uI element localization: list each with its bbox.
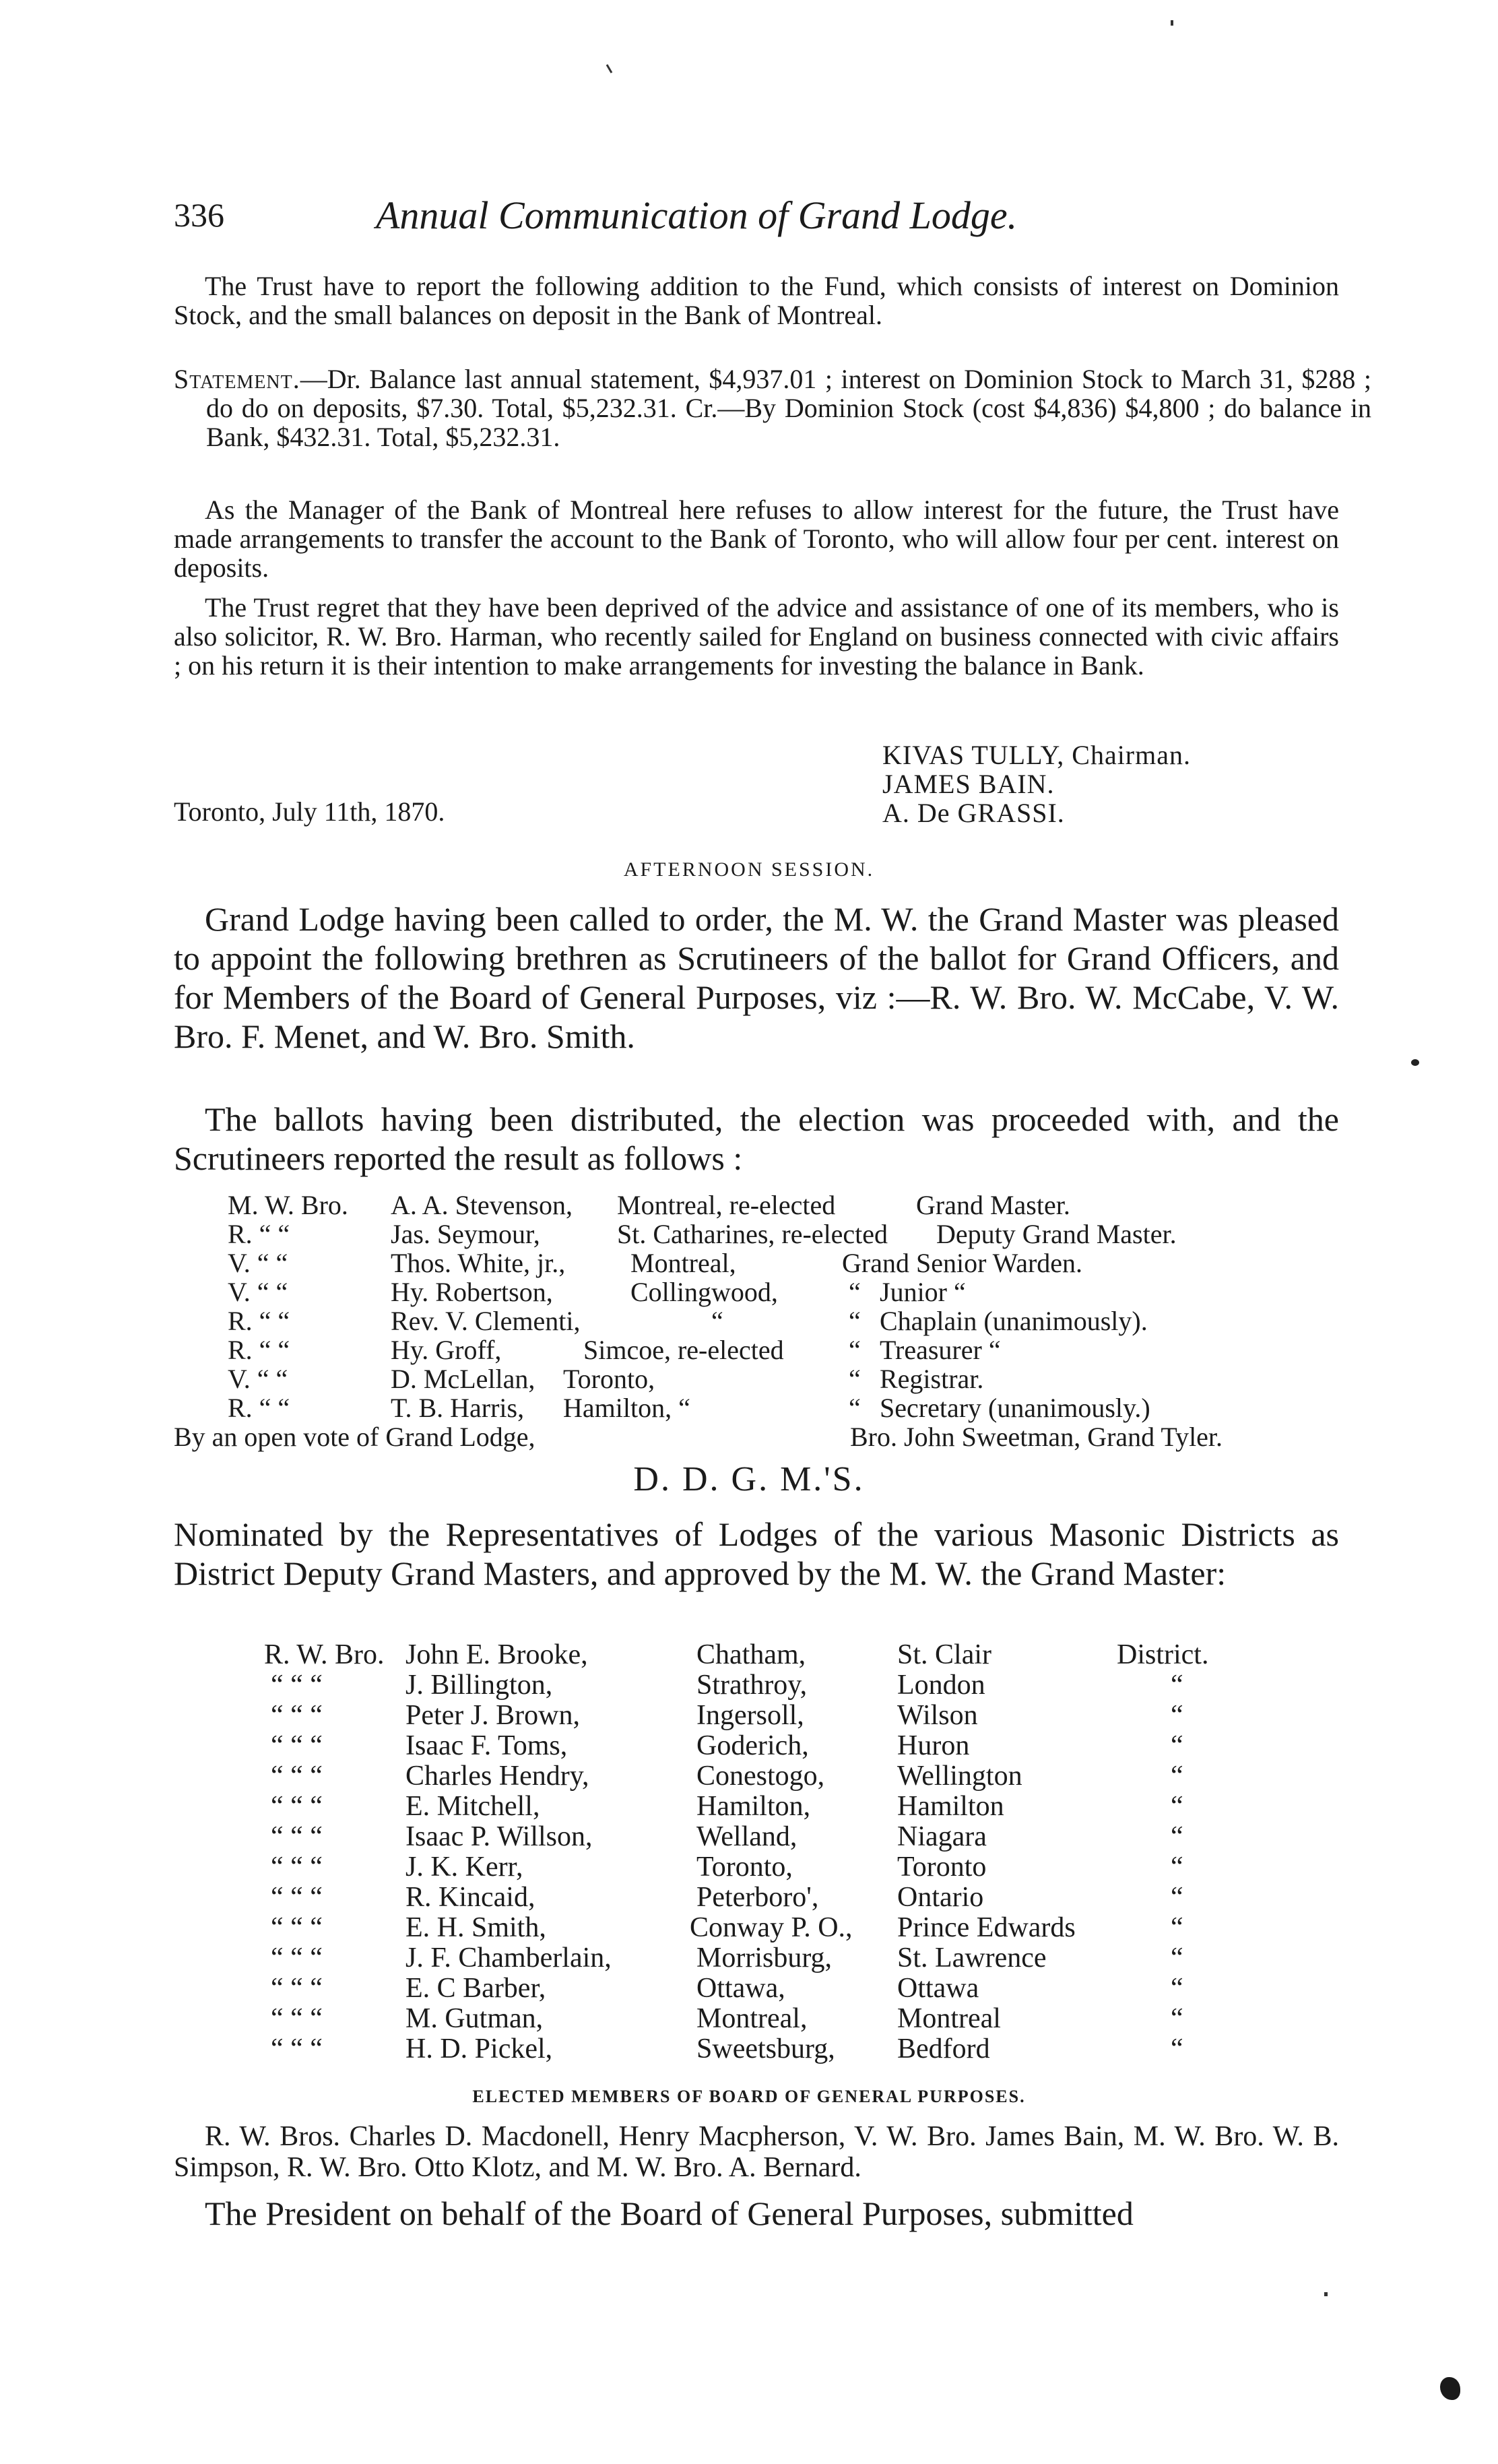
ddgm-suffix: “ — [1171, 1670, 1183, 1701]
ddgm-town: Conestogo, — [696, 1761, 825, 1792]
ddgm-suffix: “ — [1171, 1791, 1183, 1822]
ddgm-district: Wilson — [897, 1700, 978, 1731]
election-place: “ — [711, 1306, 723, 1336]
statement-label: Statement. — [174, 364, 300, 394]
election-office: Treasurer “ — [880, 1335, 1001, 1365]
election-office: Grand Senior Warden. — [842, 1248, 1083, 1278]
ddgm-name: E. Mitchell, — [405, 1791, 540, 1822]
ddgm-district: Bedford — [897, 2033, 990, 2064]
election-name: Jas. Seymour, — [391, 1219, 540, 1249]
statement-text: —Dr. Balance last annual statement, $4,937.01 ; interest on Dominion Stock to March 31, $288 ; do do on deposits, $7.30. Total, $5,232.31. Cr.—By Dominion Stock (cost $4,836) $4,800 ; do balance in Bank, $432.31. Total, $5,232.31. — [206, 364, 1371, 452]
closing-line: The President on behalf of the Board of General Purposes, submitted — [205, 2194, 1134, 2232]
page-number: 336 — [174, 196, 224, 234]
ddgm-row — [0, 1881, 1498, 1912]
election-row — [0, 1305, 1498, 1335]
ddgm-title: “ “ “ — [271, 1700, 323, 1731]
print-speck — [1411, 1059, 1419, 1066]
ddgm-district: St. Clair — [897, 1639, 992, 1670]
running-title: Annual Communication of Grand Lodge. — [376, 193, 1018, 237]
print-speck — [1171, 20, 1173, 26]
ddgm-title: “ “ “ — [271, 1973, 323, 2004]
election-name: Hy. Groff, — [391, 1335, 502, 1365]
election-office: Junior “ — [880, 1277, 966, 1307]
ddgm-suffix: “ — [1171, 1942, 1183, 1973]
trust-paragraph-2: As the Manager of the Bank of Montreal here refuses to allow interest for the future, the Trust have made arrangements to transfer the account to the Bank of Toronto, who will allow four per cent. interest on deposits. — [174, 495, 1339, 583]
ddgm-town: Montreal, — [696, 2003, 808, 2034]
ddgm-row — [0, 1942, 1498, 1973]
election-place: Montreal, — [630, 1248, 736, 1278]
ddgm-town: Hamilton, — [696, 1791, 811, 1822]
ddgm-title: “ “ “ — [271, 2003, 323, 2034]
signature-chairman: KIVAS TULLY, Chairman. — [882, 740, 1191, 770]
election-office: Grand Master. — [916, 1190, 1070, 1220]
election-name: Rev. V. Clementi, — [391, 1306, 581, 1336]
ddgm-title: “ “ “ — [271, 1791, 323, 1822]
election-name: D. McLellan, — [391, 1364, 535, 1394]
election-ditto: “ — [849, 1393, 861, 1423]
ddgm-suffix: “ — [1171, 1973, 1183, 2004]
ddgm-row — [0, 1639, 1498, 1670]
ddgm-district: St. Lawrence — [897, 1942, 1047, 1973]
ddgm-suffix: “ — [1171, 2003, 1183, 2034]
ddgm-town: Ottawa, — [696, 1973, 785, 2004]
ddgm-name: J. F. Chamberlain, — [405, 1942, 612, 1973]
ddgm-town: Welland, — [696, 1821, 797, 1852]
ddgm-title: “ “ “ — [271, 1761, 323, 1792]
ddgm-title: “ “ “ — [271, 1821, 323, 1852]
signature-degrassi: A. De GRASSI. — [882, 798, 1065, 828]
ddgm-suffix: “ — [1171, 1882, 1183, 1913]
election-title: R. “ “ — [228, 1393, 290, 1423]
election-office: Chaplain (unanimously). — [880, 1306, 1148, 1336]
ddgm-district: Ottawa — [897, 1973, 979, 2004]
election-title: V. “ “ — [228, 1248, 288, 1278]
ddgm-district: Prince Edwards — [897, 1912, 1076, 1943]
ddgms-intro: Nominated by the Representatives of Lodges of the various Masonic Districts as District Deputy Grand Masters, and approved by the M. W. the Grand Master: — [174, 1515, 1339, 1592]
ddgm-town: Strathroy, — [696, 1670, 808, 1701]
ddgm-row — [0, 1972, 1498, 2003]
ddgm-name: J. Billington, — [405, 1670, 553, 1701]
ddgm-title: “ “ “ — [271, 2033, 323, 2064]
ddgm-row — [0, 1821, 1498, 1852]
ddgm-suffix: “ — [1171, 1761, 1183, 1792]
ddgm-district: Wellington — [897, 1761, 1022, 1792]
ddgm-district: Hamilton — [897, 1791, 1004, 1822]
election-office: Registrar. — [880, 1364, 984, 1394]
election-office: Deputy Grand Master. — [936, 1219, 1177, 1249]
afternoon-paragraph-1: Grand Lodge having been called to order, the M. W. the Grand Master was pleased to appoint the following brethren as Scrutineers of the ballot for Grand Officers, and for Members of the Board of General Purposes, viz :—R. W. Bro. W. McCabe, V. W. Bro. F. Menet, and W. Bro. Smith. — [174, 900, 1339, 1055]
ddgm-title: “ “ “ — [271, 1730, 323, 1761]
election-title: R. “ “ — [228, 1335, 290, 1365]
ddgm-suffix: “ — [1171, 1852, 1183, 1883]
election-row — [0, 1189, 1498, 1219]
ddgm-suffix: “ — [1171, 1912, 1183, 1943]
ddgm-row — [0, 1730, 1498, 1761]
ddgm-name: Isaac F. Toms, — [405, 1730, 568, 1761]
ddgm-name: E. H. Smith, — [405, 1912, 546, 1943]
ddgm-name: Peter J. Brown, — [405, 1700, 580, 1731]
corner-ornament — [1440, 2377, 1460, 2400]
election-row — [0, 1247, 1498, 1277]
ddgm-title: “ “ “ — [271, 1670, 323, 1701]
ddgm-name: Charles Hendry, — [405, 1761, 589, 1792]
ddgm-title: “ “ “ — [271, 1912, 323, 1943]
ddgm-title: “ “ “ — [271, 1942, 323, 1973]
ddgm-name: John E. Brooke, — [405, 1639, 588, 1670]
ddgm-title: “ “ “ — [271, 1882, 323, 1913]
tyler-left: By an open vote of Grand Lodge, — [174, 1422, 535, 1452]
ddgm-district: Montreal — [897, 2003, 1001, 2034]
ddgm-row — [0, 1790, 1498, 1821]
afternoon-paragraph-2: The ballots having been distributed, the election was proceeded with, and the Scrutineers reported the result as follows : — [174, 1100, 1339, 1177]
election-place: Simcoe, re-elected — [583, 1335, 784, 1365]
ddgm-district: London — [897, 1670, 985, 1701]
election-row — [0, 1363, 1498, 1393]
election-row — [0, 1276, 1498, 1306]
election-name: T. B. Harris, — [391, 1393, 525, 1423]
ddgm-town: Ingersoll, — [696, 1700, 804, 1731]
election-row — [0, 1334, 1498, 1364]
ddgm-district: Toronto — [897, 1852, 987, 1883]
ddgm-suffix: “ — [1171, 1730, 1183, 1761]
election-title: V. “ “ — [228, 1277, 288, 1307]
ddgm-row — [0, 1912, 1498, 1942]
ddgm-row — [0, 1851, 1498, 1882]
election-name: Thos. White, jr., — [391, 1248, 566, 1278]
election-place: Collingwood, — [630, 1277, 778, 1307]
ddgm-district: Ontario — [897, 1882, 984, 1913]
ddgm-name: J. K. Kerr, — [405, 1852, 523, 1883]
ddgm-town: Chatham, — [696, 1639, 806, 1670]
ddgm-row — [0, 1699, 1498, 1730]
ddgm-name: R. Kincaid, — [405, 1882, 535, 1913]
afternoon-session-heading: AFTERNOON SESSION. — [623, 858, 875, 881]
election-place: Montreal, re-elected — [617, 1190, 836, 1220]
print-speck — [606, 64, 613, 73]
election-name: Hy. Robertson, — [391, 1277, 553, 1307]
board-members: R. W. Bros. Charles D. Macdonell, Henry Macpherson, V. W. Bro. James Bain, M. W. Bro. W. B. Simpson, R. W. Bro. Otto Klotz, and M. W. Bro. A. Bernard. — [174, 2121, 1339, 2183]
ddgm-row — [0, 2033, 1498, 2064]
ddgm-town: Conway P. O., — [690, 1912, 853, 1943]
ddgm-name: E. C Barber, — [405, 1973, 546, 2004]
trust-paragraph-1: The Trust have to report the following addition to the Fund, which consists of interest on Dominion Stock, and the small balances on deposit in the Bank of Montreal. — [174, 271, 1339, 330]
election-name: A. A. Stevenson, — [391, 1190, 573, 1220]
election-place: Toronto, — [563, 1364, 655, 1394]
ddgm-name: Isaac P. Willson, — [405, 1821, 593, 1852]
ddgms-heading: D. D. G. M.'S. — [633, 1460, 865, 1498]
ddgm-suffix: “ — [1171, 2033, 1183, 2064]
ddgm-town: Goderich, — [696, 1730, 809, 1761]
election-ditto: “ — [849, 1277, 861, 1307]
election-title: V. “ “ — [228, 1364, 288, 1394]
ddgm-name: H. D. Pickel, — [405, 2033, 553, 2064]
print-speck — [1324, 2292, 1328, 2296]
election-row — [0, 1392, 1498, 1422]
ddgm-suffix: District. — [1117, 1639, 1209, 1670]
ddgm-name: M. Gutman, — [405, 2003, 544, 2034]
election-row — [0, 1218, 1498, 1248]
ddgm-row — [0, 2002, 1498, 2033]
election-ditto: “ — [849, 1364, 861, 1394]
election-office: Secretary (unanimously.) — [880, 1393, 1150, 1423]
tyler-right: Bro. John Sweetman, Grand Tyler. — [850, 1422, 1223, 1452]
statement-paragraph — [174, 365, 1371, 451]
election-place: St. Catharines, re-elected — [617, 1219, 888, 1249]
trust-paragraph-3: The Trust regret that they have been deprived of the advice and assistance of one of its members, who is also solicitor, R. W. Bro. Harman, who recently sailed for England on business connected with civic affairs ; on his return it is their intention to make arrangements for investing the balance in Bank. — [174, 592, 1339, 681]
election-ditto: “ — [849, 1335, 861, 1365]
ddgm-town: Sweetsburg, — [696, 2033, 835, 2064]
ddgm-town: Morrisburg, — [696, 1942, 833, 1973]
ddgm-district: Huron — [897, 1730, 970, 1761]
election-ditto: “ — [849, 1306, 861, 1336]
ddgm-town: Peterboro', — [696, 1882, 819, 1913]
ddgm-row — [0, 1669, 1498, 1700]
election-place: Hamilton, “ — [563, 1393, 690, 1423]
ddgm-town: Toronto, — [696, 1852, 793, 1883]
tyler-row — [0, 1421, 1498, 1451]
election-title: M. W. Bro. — [228, 1190, 348, 1220]
ddgm-suffix: “ — [1171, 1821, 1183, 1852]
signature-bain: JAMES BAIN. — [882, 769, 1055, 799]
board-heading: ELECTED MEMBERS OF BOARD OF GENERAL PURPOSES. — [472, 2087, 1026, 2106]
election-title: R. “ “ — [228, 1306, 290, 1336]
election-title: R. “ “ — [228, 1219, 290, 1249]
page-header — [174, 195, 1339, 256]
ddgm-title: R. W. Bro. — [264, 1639, 385, 1670]
dateline: Toronto, July 11th, 1870. — [174, 796, 445, 827]
ddgm-district: Niagara — [897, 1821, 987, 1852]
ddgm-row — [0, 1760, 1498, 1791]
ddgm-title: “ “ “ — [271, 1852, 323, 1883]
ddgm-suffix: “ — [1171, 1700, 1183, 1731]
